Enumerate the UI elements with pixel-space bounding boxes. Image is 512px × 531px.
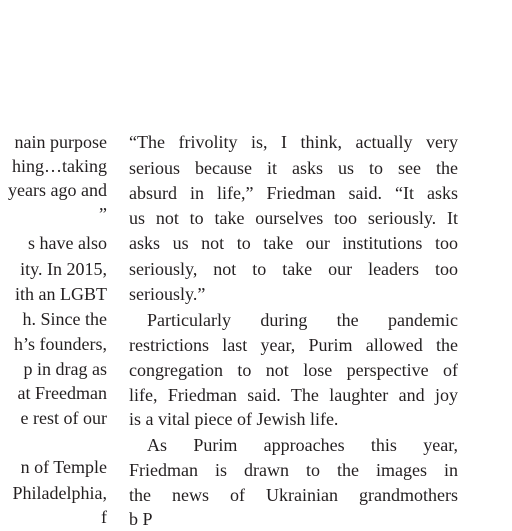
right-paragraph-start: As Purim approaches this year, — [147, 435, 458, 455]
right-line: the news of Ukrainian grandmothers — [129, 485, 458, 505]
right-line: Friedman is drawn to the images in — [129, 460, 458, 480]
left-line: h’s founders, — [14, 334, 107, 354]
right-paragraph-start: Particularly during the pandemic — [147, 310, 458, 330]
left-line: nain purpose — [14, 132, 107, 152]
right-line: b P — [129, 509, 153, 529]
left-line: ity. In 2015, — [20, 259, 107, 279]
left-line: e rest of our — [20, 408, 107, 428]
left-line: h. Since the — [22, 309, 107, 329]
left-line: at Freedman — [17, 383, 107, 403]
left-line: ith an LGBT — [15, 284, 107, 304]
right-line: congregation to not lose perspective of — [129, 360, 458, 380]
right-line: life, Friedman said. The laughter and joy — [129, 385, 458, 405]
left-line: Philadelphia, — [12, 483, 107, 503]
right-line: is a vital piece of Jewish life. — [129, 409, 339, 429]
left-line: hing…taking — [12, 156, 107, 176]
right-line: us not to take ourselves too seriously. It — [129, 208, 458, 228]
right-line: absurd in life,” Friedman said. “It asks — [129, 183, 458, 203]
left-line: p in drag as — [23, 359, 107, 379]
left-line: ” — [99, 204, 107, 224]
left-line: n of Temple — [20, 457, 107, 477]
right-line: seriously, not to take our leaders too — [129, 259, 458, 279]
right-line: “The frivolity is, I think, actually very — [129, 132, 458, 152]
left-line: s have also — [28, 233, 107, 253]
left-line: f — [101, 507, 107, 527]
right-line: restrictions last year, Purim allowed the — [129, 335, 458, 355]
right-line: serious because it asks us to see the — [129, 158, 458, 178]
right-line: asks us not to take our institutions too — [129, 233, 458, 253]
left-line: years ago and — [8, 180, 107, 200]
right-line: seriously.” — [129, 284, 206, 304]
